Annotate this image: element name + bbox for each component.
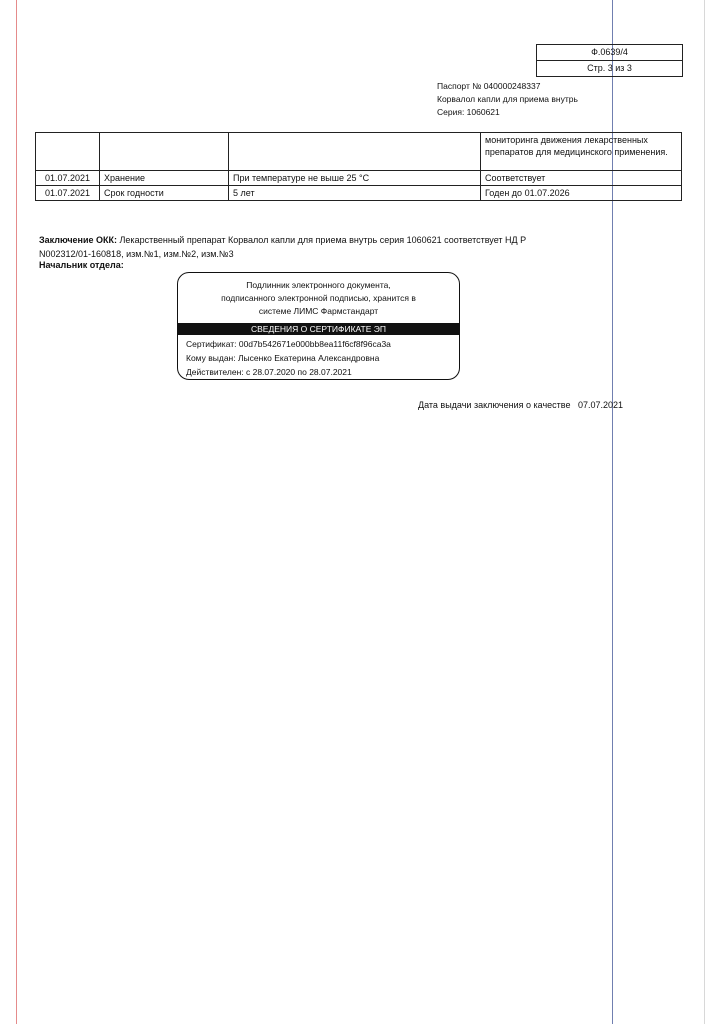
passport-number: Паспорт № 040000248337: [437, 81, 541, 91]
issue-date: Дата выдачи заключения о качестве 07.07.2021: [418, 400, 623, 410]
stamp-line: системе ЛИМС Фармстандарт: [258, 306, 379, 316]
scan-artifact-red-line: [16, 0, 17, 1024]
table-row: [36, 171, 682, 186]
certificate-details: [178, 335, 459, 379]
head-of-department-label: Начальник отдела:: [39, 260, 124, 270]
electronic-signature-stamp: [177, 272, 460, 380]
certificate-info-bar: СВЕДЕНИЯ О СЕРТИФИКАТЕ ЭП: [178, 323, 459, 335]
indicator-cell: Хранение: [100, 171, 229, 186]
certificate-number: Сертификат: 00d7b542671e000bb8ea11f6cf8f96ca3a: [186, 339, 391, 349]
conclusion: [39, 233, 559, 261]
indicator-cell: [100, 133, 229, 171]
result-cell: Годен до 01.07.2026: [481, 186, 682, 201]
test-results-table: [35, 132, 682, 201]
form-code-box: [536, 44, 683, 77]
indicator-cell: Срок годности: [100, 186, 229, 201]
date-cell: 01.07.2021: [36, 171, 100, 186]
scan-artifact-gray-line: [704, 0, 705, 1024]
passport-block: [437, 80, 578, 119]
conclusion-label: Заключение ОКК:: [39, 235, 118, 245]
table-row: [36, 133, 682, 171]
result-cell: Соответствует: [481, 171, 682, 186]
stamp-line: Подлинник электронного документа,: [246, 280, 391, 290]
passport-series: Серия: 1060621: [437, 107, 500, 117]
certificate-validity: Действителен: с 28.07.2020 по 28.07.2021: [186, 367, 352, 377]
certificate-owner: Кому выдан: Лысенко Екатерина Александровна: [186, 353, 380, 363]
date-cell: [36, 133, 100, 171]
norm-cell: [229, 133, 481, 171]
passport-product: Корвалол капли для приема внутрь: [437, 94, 578, 104]
form-code: Ф.0639/4: [591, 47, 628, 57]
norm-cell: При температуре не выше 25 °С: [229, 171, 481, 186]
conclusion-text: Лекарственный препарат Корвалол капли для приема внутрь серия 1060621 соответствует НД Р N002312/01-160818, изм.№1, изм.№2, изм.№3: [39, 235, 527, 259]
table-row: [36, 186, 682, 201]
result-cell: мониторинга движения лекарственных препаратов для медицинского применения.: [481, 133, 682, 171]
stamp-header: [178, 273, 459, 322]
date-cell: 01.07.2021: [36, 186, 100, 201]
stamp-line: подписанного электронной подписью, хранится в: [221, 293, 416, 303]
page-number: Стр. 3 из 3: [537, 60, 682, 76]
norm-cell: 5 лет: [229, 186, 481, 201]
